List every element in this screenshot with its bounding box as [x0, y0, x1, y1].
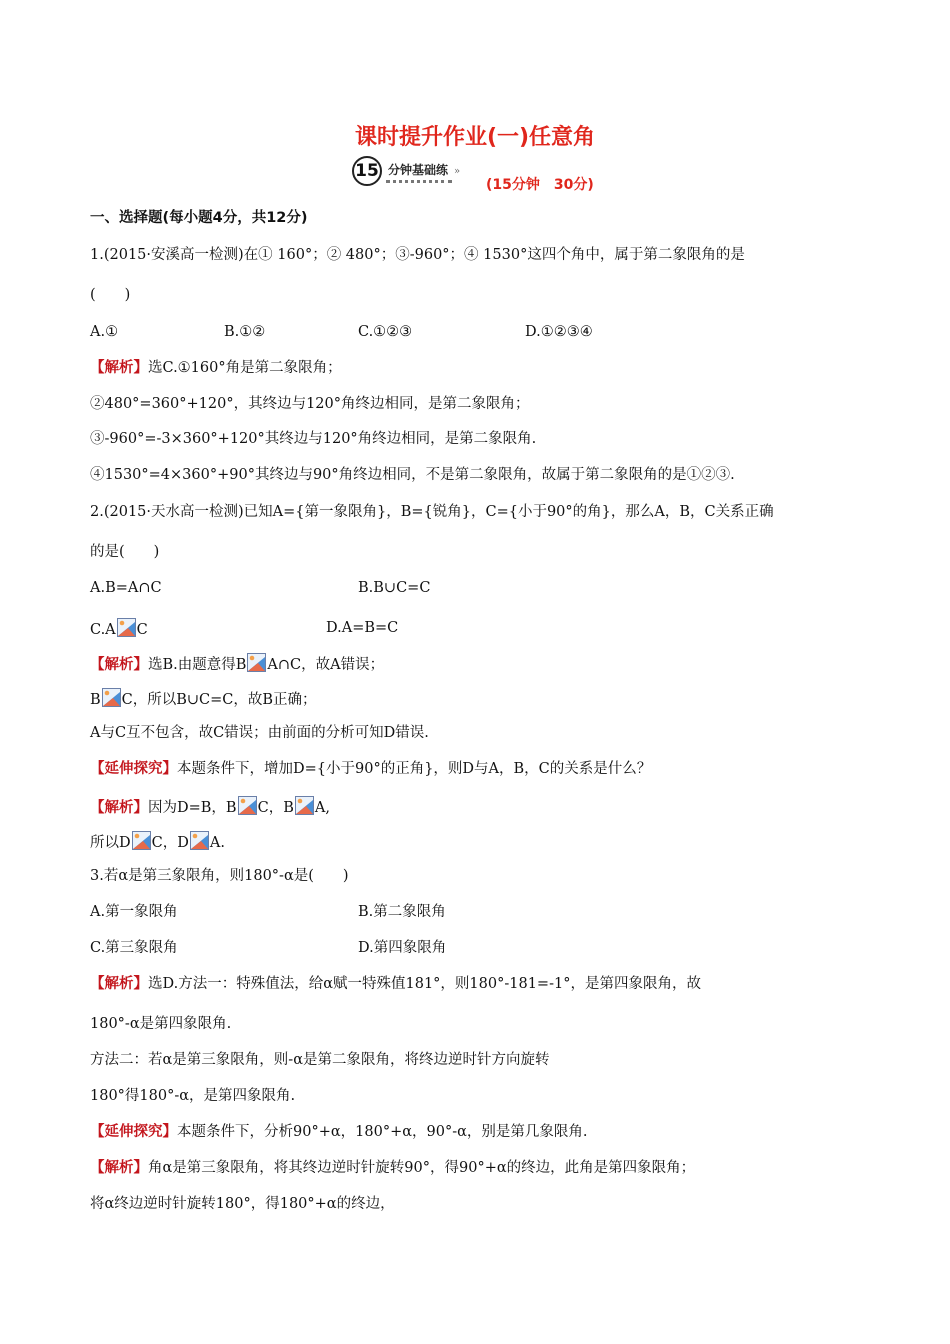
extension-tag: 【延伸探究】: [90, 1124, 177, 1140]
q2-extension-answer-line1: [90, 796, 330, 818]
q2-option-d: D.A=B=C: [326, 620, 399, 636]
q3-option-c: C.第三象限角: [90, 940, 178, 956]
q1-option-d: D.①②③④: [525, 324, 593, 340]
subset-symbol-icon: [238, 796, 257, 815]
q1-answer-text1: 选C.①160°角是第二象限角；: [148, 360, 342, 376]
section-heading: 一、选择题(每小题4分，共12分): [90, 210, 308, 226]
q2-stem-line2: 的是( ): [90, 544, 160, 560]
q2-answer-line2: [90, 688, 317, 710]
q3-extension-answer-line2: 将α终边逆时针旋转180°，得180°+α的终边，: [90, 1196, 395, 1212]
q3-stem: 3.若α是第三象限角，则180°-α是( ): [90, 868, 349, 884]
q3-answer-line1: [90, 974, 701, 994]
q2-stem-line1: 2.(2015·天水高一检测)已知A={第一象限角}，B={锐角}，C={小于90°的角}，那么A，B，C关系正确: [90, 504, 774, 520]
q2-ext-ans2-b: C，D: [151, 835, 189, 851]
analysis-tag: 【解析】: [90, 1160, 148, 1176]
q2-option-c-post: C: [136, 622, 148, 638]
section-badge: [352, 156, 460, 186]
q2-ext-ans2-a: 所以D: [90, 835, 131, 851]
q2-ext-ans1-b: C，B: [257, 800, 294, 816]
q1-answer-line4: ④1530°=4×360°+90°其终边与90°角终边相同，不是第二象限角，故属于第二象限角的是①②③.: [90, 467, 735, 483]
subset-symbol-icon: [295, 796, 314, 815]
q3-extension-answer-line1: [90, 1158, 695, 1178]
analysis-tag: 【解析】: [90, 976, 148, 992]
q1-answer-line2: ②480°=360°+120°，其终边与120°角终边相同，是第二象限角；: [90, 396, 530, 412]
q3-answer-text1: 选D.方法一：特殊值法，给α赋一特殊值181°，则180°-181=-1°，是第四象限角，故: [148, 976, 701, 992]
q3-extension-line: [90, 1122, 588, 1142]
q3-ext-ans-text1: 角α是第三象限角，将其终边逆时针旋转90°，得90°+α的终边，此角是第四象限角；: [148, 1160, 696, 1176]
q2-ext-ans1-c: A,: [314, 800, 330, 816]
q2-extension-answer-line2: [90, 831, 225, 853]
q1-option-c: C.①②③: [358, 324, 413, 340]
q2-option-b: B.B∪C=C: [358, 580, 431, 596]
q2-answer-line3: A与C互不包含，故C错误；由前面的分析可知D错误.: [90, 725, 429, 741]
q2-extension-line: [90, 759, 651, 779]
q3-option-d: D.第四象限角: [358, 940, 447, 956]
q2-answer-text1-post: A∩C，故A错误；: [267, 657, 385, 673]
page-title: 课时提升作业(一)任意角: [354, 125, 596, 150]
q1-answer-line3: ③-960°=-3×360°+120°其终边与120°角终边相同，是第二象限角.: [90, 431, 537, 447]
q3-option-b: B.第二象限角: [358, 904, 446, 920]
q1-answer-line1: [90, 358, 342, 378]
subset-symbol-icon: [190, 831, 209, 850]
subset-symbol-icon: [247, 653, 266, 672]
q3-answer-line4: 180°得180°-α，是第四象限角.: [90, 1088, 296, 1104]
subset-symbol-icon: [102, 688, 121, 707]
badge-arrow-icon: »: [454, 165, 461, 177]
q2-answer-text2-post: C，所以B∪C=C，故B正确；: [121, 692, 317, 708]
q3-answer-line2: 180°-α是第四象限角.: [90, 1016, 232, 1032]
q3-extension-text: 本题条件下，分析90°+α，180°+α，90°-α，别是第几象限角.: [177, 1124, 588, 1140]
timing-note: (15分钟 30分): [486, 177, 594, 193]
q1-stem-line2: ( ): [90, 287, 131, 303]
q2-option-c-pre: C.A: [90, 622, 116, 638]
q3-answer-line3: 方法二：若α是第三象限角，则-α是第二象限角，将终边逆时针方向旋转: [90, 1052, 550, 1068]
q1-stem-line1: 1.(2015·安溪高一检测)在① 160°；② 480°；③-960°；④ 1530°这四个角中，属于第二象限角的是: [90, 247, 745, 263]
q3-option-a: A.第一象限角: [90, 904, 178, 920]
q1-option-a: A.①: [90, 324, 119, 340]
q1-option-b: B.①②: [224, 324, 266, 340]
q2-answer-text1-pre: 选B.由题意得B: [148, 657, 247, 673]
badge-number: 15: [352, 156, 382, 186]
subset-symbol-icon: [132, 831, 151, 850]
extension-tag: 【延伸探究】: [90, 761, 177, 777]
analysis-tag: 【解析】: [90, 800, 148, 816]
q2-option-c: [90, 618, 148, 640]
subset-symbol-icon: [117, 618, 136, 637]
q2-answer-text2-pre: B: [90, 692, 101, 708]
analysis-tag: 【解析】: [90, 657, 148, 673]
q2-ext-ans1-a: 因为D=B，B: [148, 800, 237, 816]
badge-label: 分钟基础练: [386, 160, 452, 183]
q2-option-a: A.B=A∩C: [90, 580, 162, 596]
analysis-tag: 【解析】: [90, 360, 148, 376]
q2-answer-line1: [90, 653, 384, 675]
q2-extension-text: 本题条件下，增加D={小于90°的正角}，则D与A，B，C的关系是什么？: [177, 761, 652, 777]
q2-ext-ans2-c: A.: [209, 835, 225, 851]
